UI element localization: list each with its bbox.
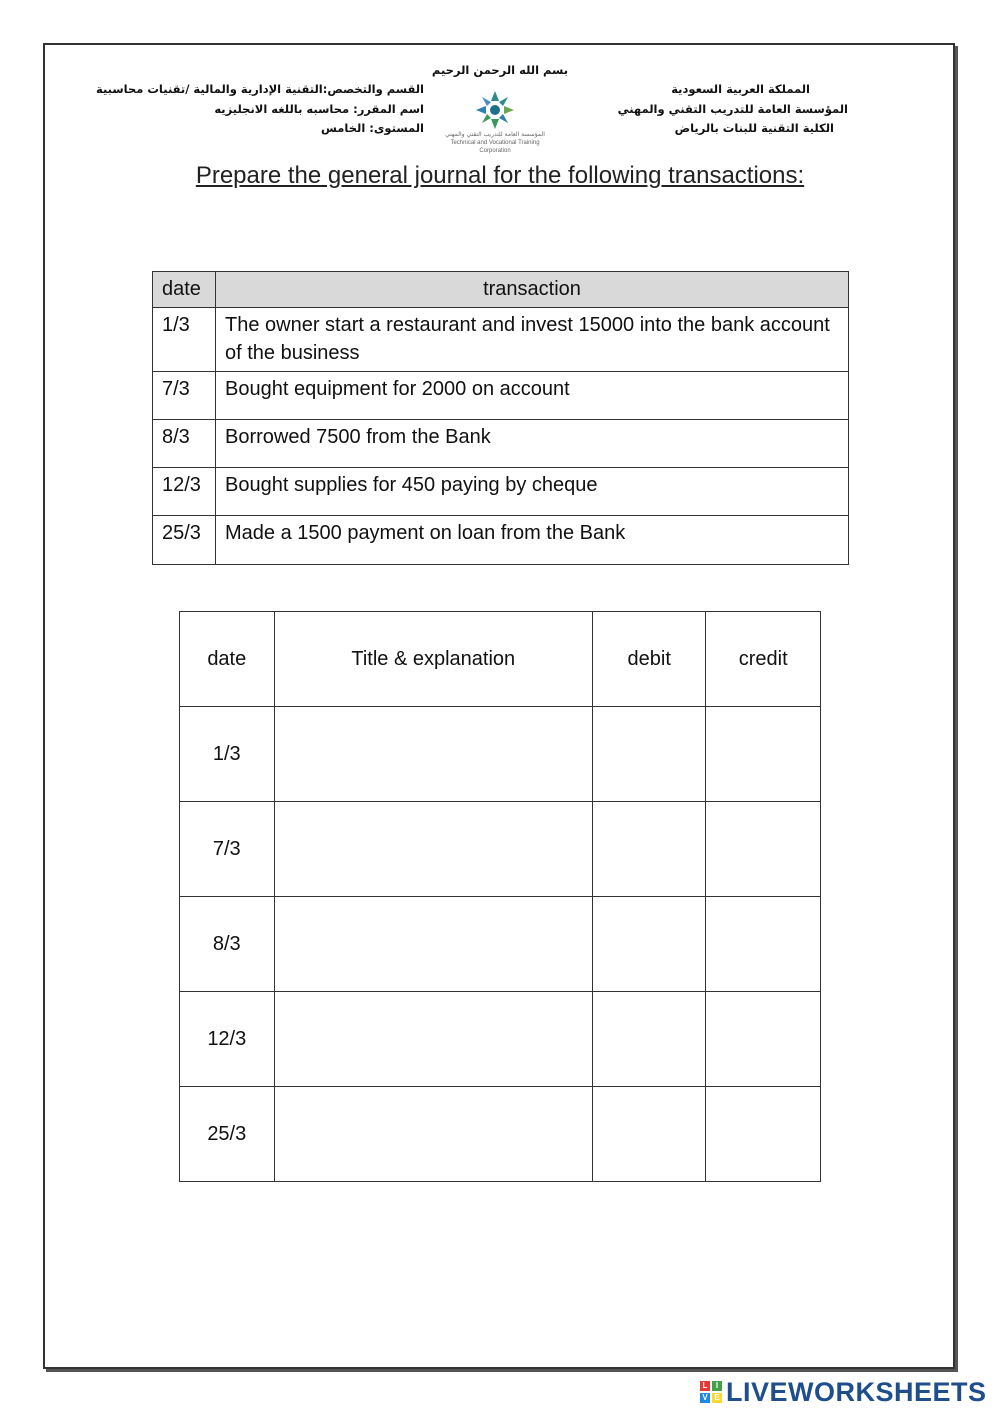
- journal-title-cell[interactable]: [274, 1087, 592, 1182]
- journal-date: 25/3: [180, 1087, 275, 1182]
- journal-date: 8/3: [180, 897, 275, 992]
- header-date: date: [153, 272, 216, 308]
- journal-debit-cell[interactable]: [592, 992, 705, 1087]
- table-row: [153, 372, 849, 420]
- header-left-line-2: اسم المقرر: محاسبه باللغه الانجليزيه: [214, 102, 424, 116]
- liveworksheets-brand: [700, 1377, 987, 1407]
- table-row: [180, 897, 821, 992]
- journal-title-cell[interactable]: [274, 802, 592, 897]
- page-title: Prepare the general journal for the following transactions:: [195, 162, 805, 189]
- brand-mark-letter: L: [700, 1381, 710, 1391]
- logo-caption-ar: المؤسسة العامة للتدريب التقني والمهني: [445, 131, 545, 138]
- journal-date: 1/3: [180, 707, 275, 802]
- logo-caption: [434, 131, 556, 155]
- transaction-date: 7/3: [153, 372, 216, 420]
- journal-title-cell[interactable]: [274, 897, 592, 992]
- journal-credit-cell[interactable]: [706, 802, 821, 897]
- brand-text: LIVEWORKSHEETS: [726, 1376, 987, 1407]
- header-right-line-3: الكلية التقنية للبنات بالرياض: [674, 121, 834, 135]
- journal-table: [179, 611, 821, 1182]
- brand-mark-letter: E: [712, 1393, 722, 1403]
- table-row: [153, 420, 849, 468]
- journal-header-credit: credit: [706, 612, 821, 707]
- table-row: [153, 308, 849, 372]
- transactions-header-row: [153, 272, 849, 308]
- transaction-date: 25/3: [153, 516, 216, 565]
- journal-header-row: [180, 612, 821, 707]
- journal-header-title: Title & explanation: [274, 612, 592, 707]
- basmala: بسم الله الرحمن الرحيم: [431, 63, 569, 77]
- journal-title-cell[interactable]: [274, 992, 592, 1087]
- table-row: [180, 1087, 821, 1182]
- transaction-text: The owner start a restaurant and invest 15000 into the bank account of the business: [216, 308, 849, 372]
- table-row: [180, 992, 821, 1087]
- transaction-text: Borrowed 7500 from the Bank: [216, 420, 849, 468]
- transaction-date: 12/3: [153, 468, 216, 516]
- transaction-text: Bought equipment for 2000 on account: [216, 372, 849, 420]
- header-left-line-1: القسم والتخصص:التقنية الإدارية والمالية /تقنيات محاسبية: [95, 82, 424, 96]
- journal-header-date: date: [180, 612, 275, 707]
- logo-caption-en: Technical and Vocational Training Corporation: [450, 140, 540, 154]
- brand-mark-letter: I: [712, 1381, 722, 1391]
- transaction-text: Made a 1500 payment on loan from the Bank: [216, 516, 849, 565]
- table-row: [180, 707, 821, 802]
- table-row: [153, 516, 849, 565]
- journal-debit-cell[interactable]: [592, 897, 705, 992]
- journal-date: 7/3: [180, 802, 275, 897]
- transactions-table: [152, 271, 849, 565]
- transaction-date: 1/3: [153, 308, 216, 372]
- journal-date: 12/3: [180, 992, 275, 1087]
- header-left-line-3: المستوى: الخامس: [321, 121, 424, 135]
- header-right-line-1: المملكة العربية السعودية: [671, 82, 810, 96]
- journal-credit-cell[interactable]: [706, 1087, 821, 1182]
- transaction-text: Bought supplies for 450 paying by cheque: [216, 468, 849, 516]
- journal-title-cell[interactable]: [274, 707, 592, 802]
- journal-header-debit: debit: [592, 612, 705, 707]
- transaction-date: 8/3: [153, 420, 216, 468]
- journal-credit-cell[interactable]: [706, 707, 821, 802]
- journal-credit-cell[interactable]: [706, 992, 821, 1087]
- table-row: [153, 468, 849, 516]
- journal-credit-cell[interactable]: [706, 897, 821, 992]
- header-transaction: transaction: [216, 272, 849, 308]
- brand-mark-letter: V: [700, 1393, 710, 1403]
- journal-debit-cell[interactable]: [592, 707, 705, 802]
- journal-debit-cell[interactable]: [592, 1087, 705, 1182]
- journal-debit-cell[interactable]: [592, 802, 705, 897]
- table-row: [180, 802, 821, 897]
- header-right-line-2: المؤسسة العامة للتدريب التقني والمهني: [617, 102, 848, 116]
- liveworksheets-logo-icon: [700, 1381, 722, 1403]
